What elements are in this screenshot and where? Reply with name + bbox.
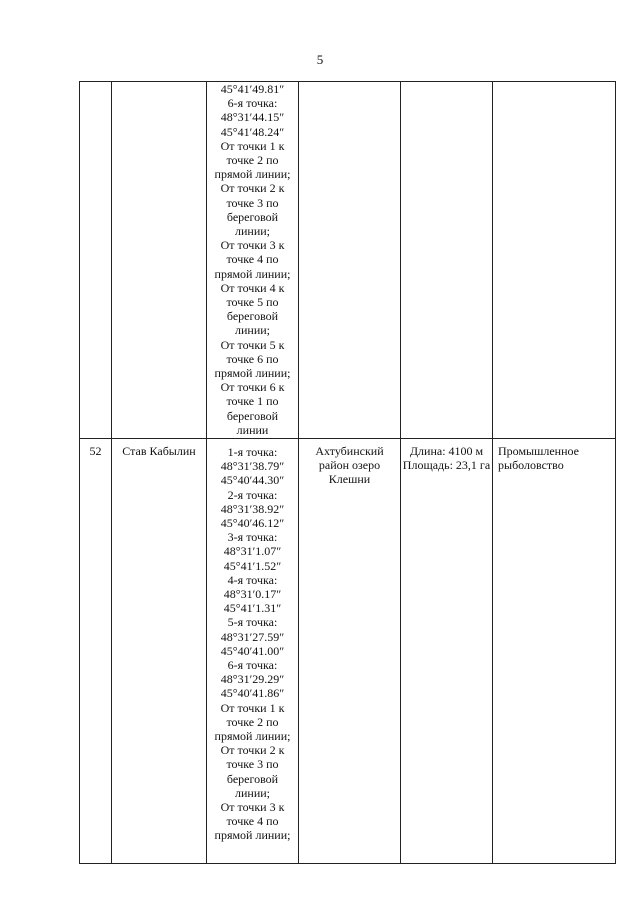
coordinate-line: точке 2 по [226, 714, 279, 729]
coordinate-line: прямой линии; [214, 828, 291, 843]
coordinate-line: точке 4 по [226, 252, 279, 267]
coordinate-line: 45°41′48.24″ [220, 124, 285, 139]
coordinate-line: линии; [234, 323, 270, 338]
coordinate-line: 48°31′38.92″ [220, 501, 285, 516]
row-number: 52 [80, 439, 112, 864]
coordinate-line: 5-я точка: [227, 615, 278, 630]
coordinate-line: От точки 4 к [220, 280, 285, 295]
coordinate-line: От точки 5 к [220, 337, 285, 352]
coordinate-line: прямой линии; [214, 266, 291, 281]
table-row-52 [80, 439, 616, 864]
cell-coordinates [207, 439, 299, 864]
coordinate-line: линии; [234, 224, 270, 239]
coordinate-line: прямой линии; [214, 729, 291, 744]
coordinate-line: 45°40′46.12″ [220, 516, 285, 531]
coordinate-line: береговой [226, 408, 279, 423]
coordinate-line: 1-я точка: [227, 445, 278, 459]
coordinate-line: 48°31′27.59″ [220, 629, 285, 644]
coordinate-line: 45°40′41.00″ [220, 643, 285, 658]
cell-district [299, 82, 401, 439]
coordinate-line: линии; [234, 785, 270, 800]
coordinate-line: 6-я точка: [227, 658, 278, 673]
coordinate-line: точке 3 по [226, 757, 279, 772]
length-area: Длина: 4100 м Площадь: 23,1 га [401, 439, 493, 864]
coordinate-line: точке 3 по [226, 195, 279, 210]
cell-size [401, 82, 493, 439]
coordinate-line: От точки 1 к [220, 700, 285, 715]
coordinate-line: береговой [226, 771, 279, 786]
coordinate-line: От точки 6 к [220, 380, 285, 395]
coordinate-line: От точки 3 к [220, 800, 285, 815]
coordinate-line: 48°31′38.79″ [220, 459, 285, 474]
coordinate-line: 4-я точка: [227, 572, 278, 587]
location-district: Ахтубинский район озеро Клешни [299, 439, 401, 864]
coordinate-line: точке 1 по [226, 394, 279, 409]
coordinate-line: 45°41′49.81″ [220, 82, 285, 96]
coordinate-line: 48°31′1.07″ [223, 544, 282, 559]
coordinate-line: прямой линии; [214, 366, 291, 381]
coordinate-line: линии [236, 422, 269, 437]
water-body-name: Став Кабылин [112, 439, 207, 864]
coordinate-line: 6-я точка: [227, 96, 278, 111]
usage-type: Промышленное рыболовство [493, 439, 616, 864]
coordinate-line: От точки 2 к [220, 743, 285, 758]
cell-use [493, 82, 616, 439]
coordinate-line: 45°41′1.52″ [223, 558, 282, 573]
cell-number [80, 82, 112, 439]
coordinate-line: От точки 2 к [220, 181, 285, 196]
coordinate-line: точке 4 по [226, 814, 279, 829]
page-number: 5 [316, 52, 324, 67]
coordinate-line: прямой линии; [214, 167, 291, 182]
coordinate-line: От точки 1 к [220, 138, 285, 153]
coordinate-line: точке 2 по [226, 153, 279, 168]
cell-name [112, 82, 207, 439]
coordinate-line: От точки 3 к [220, 238, 285, 253]
coordinate-line: 45°40′44.30″ [220, 473, 285, 488]
coordinate-line: 48°31′44.15″ [220, 110, 285, 125]
coordinate-line: 45°40′41.86″ [220, 686, 285, 701]
table-row-continued [80, 82, 616, 439]
coordinate-line: 48°31′0.17″ [223, 587, 282, 602]
coordinate-line: точке 6 по [226, 351, 279, 366]
coordinate-line: 3-я точка: [227, 530, 278, 545]
coordinate-line: 48°31′29.29″ [220, 672, 285, 687]
coordinate-line: береговой [226, 309, 279, 324]
coordinate-line: 45°41′1.31″ [223, 601, 282, 616]
coordinate-line: береговой [226, 209, 279, 224]
coordinate-line: точке 5 по [226, 295, 279, 310]
cell-coordinates [207, 82, 299, 439]
water-bodies-table [79, 81, 616, 864]
coordinate-line: 2-я точка: [227, 487, 278, 502]
